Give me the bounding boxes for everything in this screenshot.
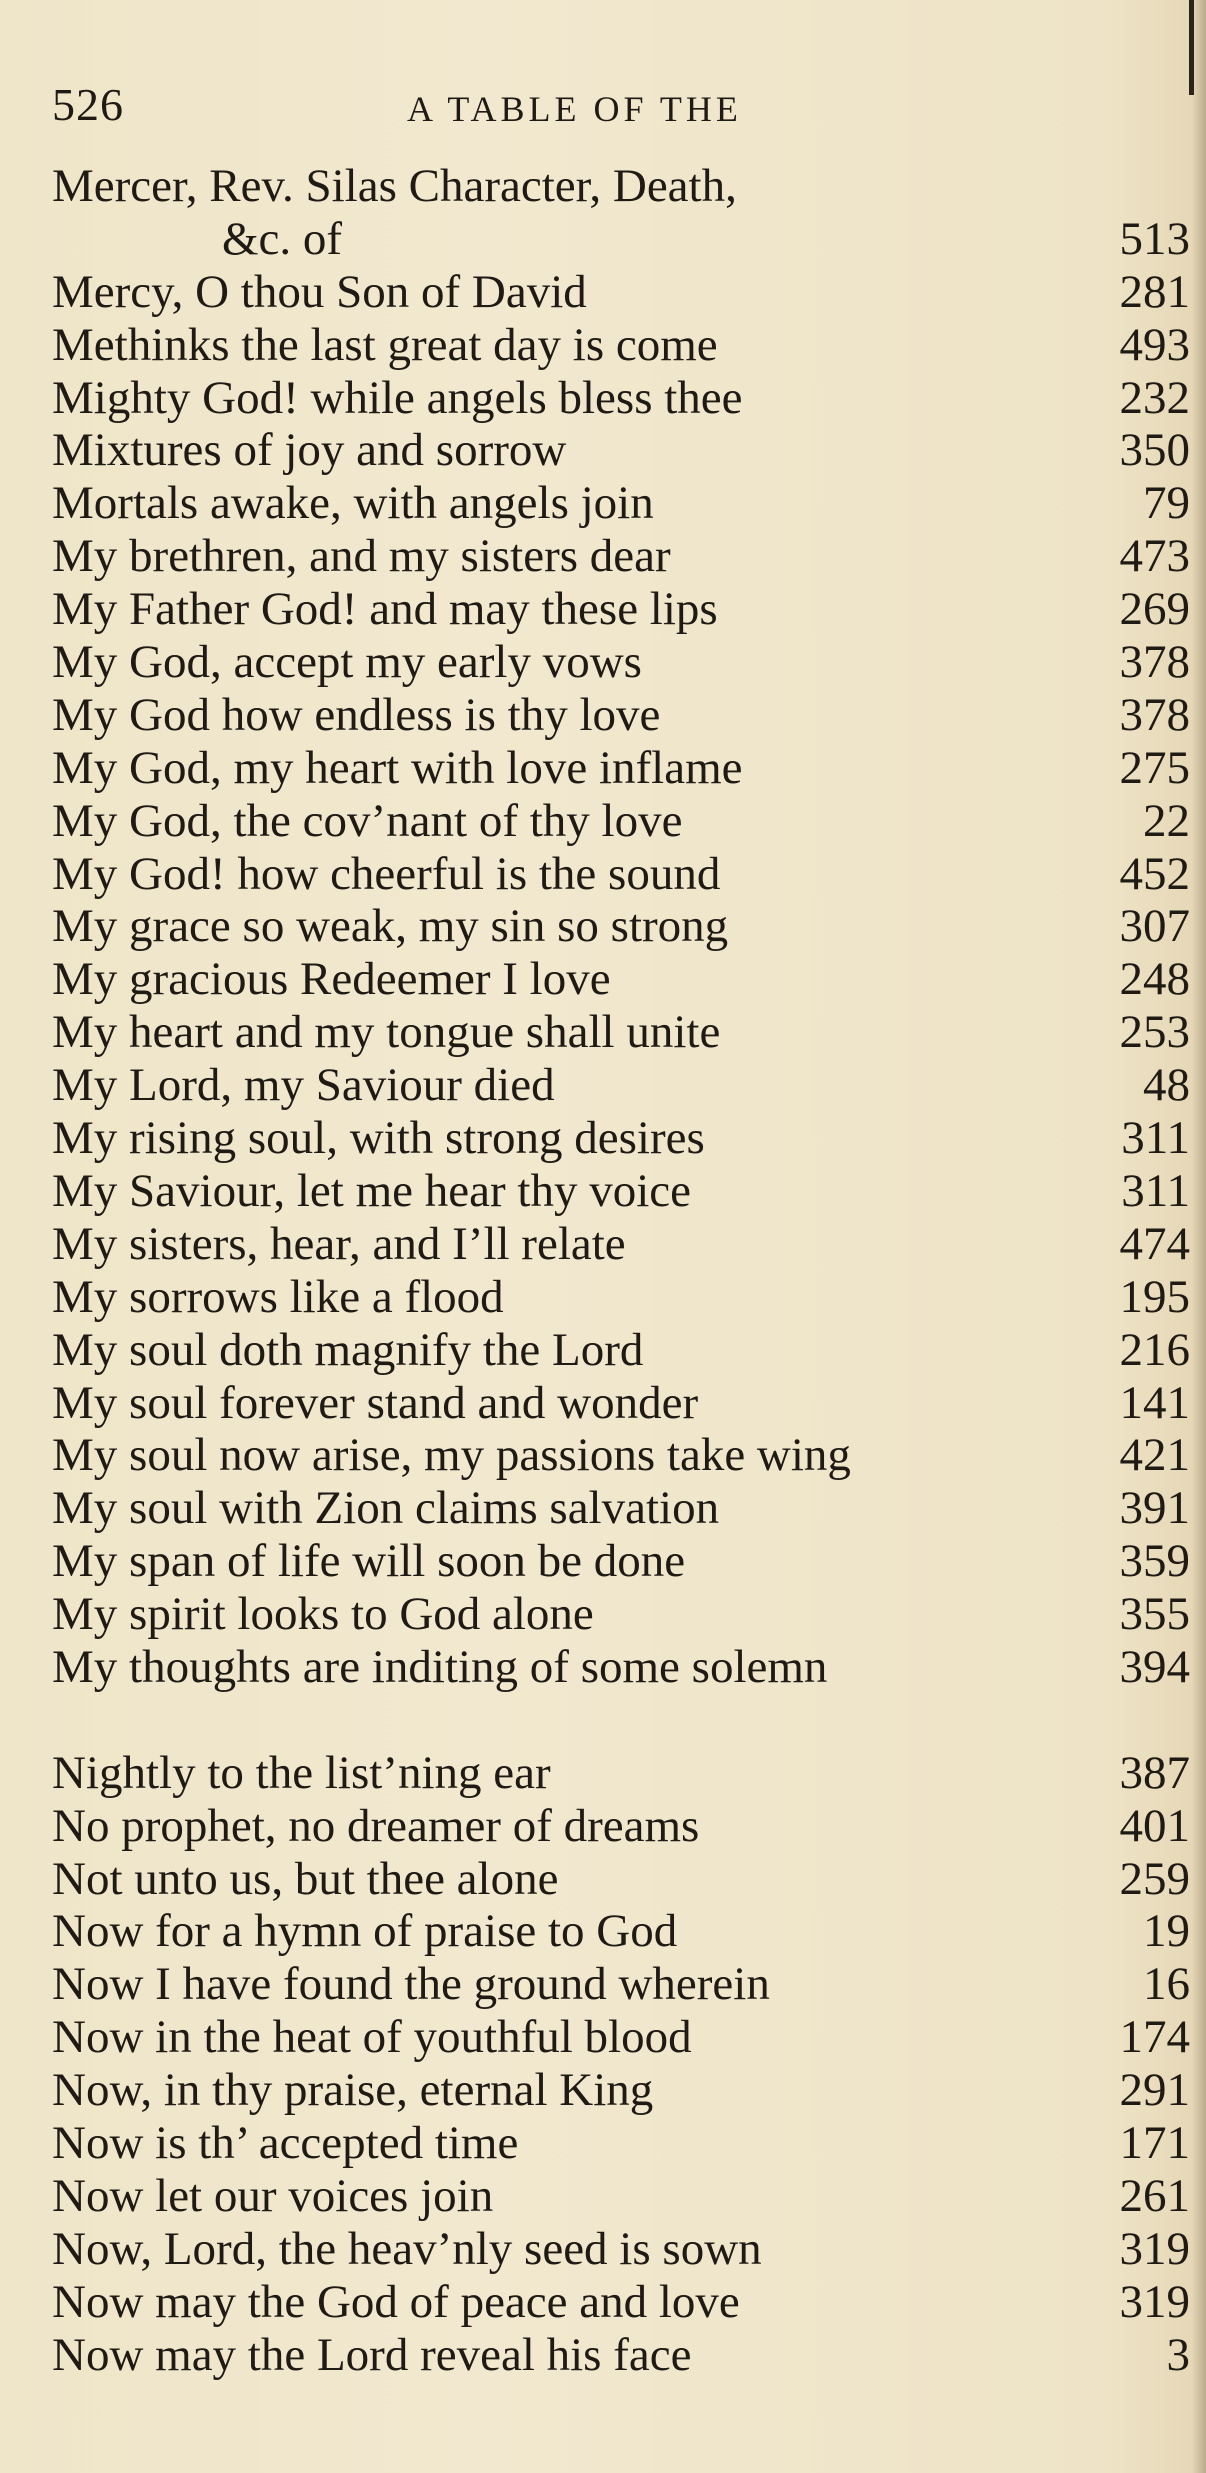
entry-page-number: 79 xyxy=(1143,477,1190,530)
entry-page-number: 291 xyxy=(1119,2064,1190,2117)
entry-title: Now let our voices join xyxy=(52,2169,494,2222)
entry-title-continuation: &c. of xyxy=(222,212,343,265)
entry-page-number: 259 xyxy=(1119,1852,1190,1905)
entry-page-number: 421 xyxy=(1119,1429,1190,1482)
index-entry xyxy=(52,1112,1190,1165)
entry-page-number: 473 xyxy=(1119,530,1190,583)
index-entry xyxy=(52,689,1190,742)
entry-title: My brethren, and my sisters dear xyxy=(52,530,671,583)
entry-title: My God, the cov’nant of thy love xyxy=(52,794,683,847)
entry-page-number: 513 xyxy=(1119,212,1190,265)
entry-title: My thoughts are inditing of some solemn xyxy=(52,1640,828,1693)
entry-page-number: 269 xyxy=(1119,583,1190,636)
entry-title: My God, my heart with love inflame xyxy=(52,741,743,794)
entry-title: My Saviour, let me hear thy voice xyxy=(52,1164,691,1217)
index-entry xyxy=(52,1588,1190,1641)
entry-page-number: 401 xyxy=(1119,1799,1190,1852)
entry-page-number: 216 xyxy=(1119,1323,1190,1376)
index-entry xyxy=(52,1429,1190,1482)
entry-title: Now I have found the ground wherein xyxy=(52,1958,770,2011)
entry-page-number: 195 xyxy=(1119,1270,1190,1323)
index-entry xyxy=(52,1905,1190,1958)
entry-page-number: 48 xyxy=(1143,1059,1190,1112)
entry-page-number: 319 xyxy=(1119,2222,1190,2275)
entry-page-number: 253 xyxy=(1119,1006,1190,1059)
index-entry xyxy=(52,1271,1190,1324)
running-head: A TABLE OF THE xyxy=(407,89,742,129)
section-gap xyxy=(52,1694,1190,1747)
index-entry xyxy=(52,2117,1190,2170)
entry-title: My God! how cheerful is the sound xyxy=(52,847,721,900)
entry-page-number: 350 xyxy=(1119,424,1190,477)
entry-title: Now may the Lord reveal his face xyxy=(52,2328,692,2381)
entry-page-number: 387 xyxy=(1119,1746,1190,1799)
entry-page-number: 232 xyxy=(1119,371,1190,424)
entry-title: My soul now arise, my passions take wing xyxy=(52,1429,851,1482)
index-entry xyxy=(52,2064,1190,2117)
entry-page-number: 141 xyxy=(1119,1376,1190,1429)
entry-title: My soul forever stand and wonder xyxy=(52,1376,699,1429)
index-entry xyxy=(52,1641,1190,1694)
entry-title: Mercer, Rev. Silas Character, Death, xyxy=(52,160,737,212)
index-entry xyxy=(52,2223,1190,2276)
entry-page-number: 174 xyxy=(1119,2011,1190,2064)
entry-title: My heart and my tongue shall unite xyxy=(52,1006,721,1059)
index-entry xyxy=(52,319,1190,372)
index-entry xyxy=(52,1535,1190,1588)
entry-title: Not unto us, but thee alone xyxy=(52,1852,559,1905)
index-entry xyxy=(52,583,1190,636)
entry-page-number: 22 xyxy=(1143,794,1190,847)
index-entry xyxy=(52,160,1190,266)
index-entry xyxy=(52,1958,1190,2011)
entry-page-number: 394 xyxy=(1119,1640,1190,1693)
entry-page-number: 171 xyxy=(1119,2116,1190,2169)
entry-page-number: 311 xyxy=(1121,1112,1190,1165)
entry-title: Now, in thy praise, eternal King xyxy=(52,2064,654,2117)
index-entry xyxy=(52,1218,1190,1271)
entry-title: My God, accept my early vows xyxy=(52,636,642,689)
index-entry xyxy=(52,477,1190,530)
index-entry xyxy=(52,1853,1190,1906)
index-entry xyxy=(52,742,1190,795)
entry-page-number: 378 xyxy=(1119,636,1190,689)
index-entry xyxy=(52,2276,1190,2329)
entry-title: No prophet, no dreamer of dreams xyxy=(52,1799,700,1852)
entry-page-number: 319 xyxy=(1119,2275,1190,2328)
index-entry xyxy=(52,1800,1190,1853)
index-entry xyxy=(52,1377,1190,1430)
index-entry xyxy=(52,1006,1190,1059)
index-entry xyxy=(52,1059,1190,1112)
entry-title: Mighty God! while angels bless thee xyxy=(52,371,743,424)
page-edge-shadow xyxy=(1192,0,1206,2473)
index-entry xyxy=(52,1482,1190,1535)
entry-title: My soul doth magnify the Lord xyxy=(52,1323,644,1376)
page-header xyxy=(52,78,1172,138)
entry-title: My grace so weak, my sin so strong xyxy=(52,900,729,953)
index-entry xyxy=(52,900,1190,953)
entry-title: My soul with Zion claims salvation xyxy=(52,1482,720,1535)
entry-page-number: 452 xyxy=(1119,847,1190,900)
entry-page-number: 307 xyxy=(1119,900,1190,953)
entry-title: Now in the heat of youthful blood xyxy=(52,2011,692,2064)
entry-title: My sorrows like a flood xyxy=(52,1270,504,1323)
entry-title: Nightly to the list’ning ear xyxy=(52,1746,551,1799)
entry-title: My spirit looks to God alone xyxy=(52,1588,594,1641)
index-entry xyxy=(52,1165,1190,1218)
entry-page-number: 391 xyxy=(1119,1482,1190,1535)
entry-title: Now, Lord, the heav’nly seed is sown xyxy=(52,2222,762,2275)
index-entry xyxy=(52,848,1190,901)
page-number: 526 xyxy=(52,79,124,130)
entry-title: My Lord, my Saviour died xyxy=(52,1059,555,1112)
index-entry xyxy=(52,2170,1190,2223)
entry-page-number: 281 xyxy=(1119,265,1190,318)
index-entry xyxy=(52,2011,1190,2064)
entry-page-number: 16 xyxy=(1143,1958,1190,2011)
entry-title: My rising soul, with strong desires xyxy=(52,1112,705,1165)
index-entry xyxy=(52,1324,1190,1377)
entry-page-number: 275 xyxy=(1119,741,1190,794)
entry-title: Now may the God of peace and love xyxy=(52,2275,740,2328)
entry-page-number: 311 xyxy=(1121,1164,1190,1217)
entry-title: Mortals awake, with angels join xyxy=(52,477,654,530)
index-entry xyxy=(52,1747,1190,1800)
binding-edge-line xyxy=(1189,0,1194,95)
entry-title: My God how endless is thy love xyxy=(52,688,661,741)
entry-page-number: 248 xyxy=(1119,953,1190,1006)
index-entries xyxy=(52,160,1190,2381)
index-entry xyxy=(52,372,1190,425)
entry-page-number: 355 xyxy=(1119,1588,1190,1641)
entry-title: Now is th’ accepted time xyxy=(52,2116,519,2169)
entry-title: Mercy, O thou Son of David xyxy=(52,265,587,318)
index-entry xyxy=(52,266,1190,319)
entry-page-number: 261 xyxy=(1119,2169,1190,2222)
index-entry xyxy=(52,795,1190,848)
entry-title: Methinks the last great day is come xyxy=(52,318,718,371)
entry-title: Mixtures of joy and sorrow xyxy=(52,424,567,477)
index-entry xyxy=(52,953,1190,1006)
entry-page-number: 474 xyxy=(1119,1217,1190,1270)
entry-title: My gracious Redeemer I love xyxy=(52,953,611,1006)
entry-title: My Father God! and may these lips xyxy=(52,583,718,636)
entry-page-number: 19 xyxy=(1143,1905,1190,1958)
index-entry xyxy=(52,530,1190,583)
entry-title: My sisters, hear, and I’ll relate xyxy=(52,1217,626,1270)
entry-page-number: 493 xyxy=(1119,318,1190,371)
entry-title: Now for a hymn of praise to God xyxy=(52,1905,678,1958)
entry-page-number: 3 xyxy=(1166,2328,1190,2381)
index-entry xyxy=(52,424,1190,477)
entry-page-number: 378 xyxy=(1119,688,1190,741)
index-entry xyxy=(52,636,1190,689)
entry-title: My span of life will soon be done xyxy=(52,1535,686,1588)
index-entry xyxy=(52,2329,1190,2382)
entry-page-number: 359 xyxy=(1119,1535,1190,1588)
